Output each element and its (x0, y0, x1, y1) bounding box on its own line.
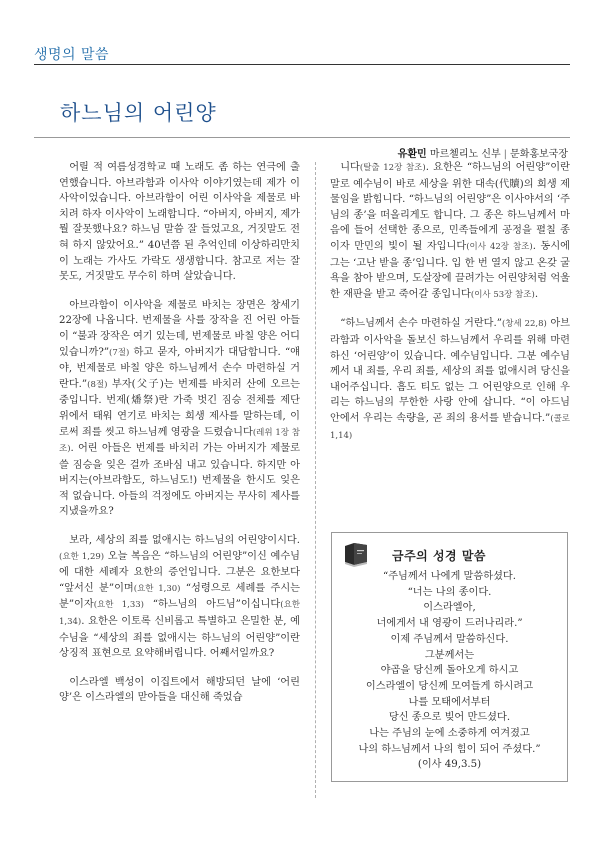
title-divider (34, 137, 570, 138)
paragraph-text: 니다 (340, 162, 360, 173)
scripture-reference: (요한 1,29) (59, 551, 105, 562)
verse-line: 나는 주님의 눈에 소중하게 여겨졌고 (369, 728, 530, 740)
verse-line: 당신 종으로 빚어 만드셨다. (388, 712, 511, 724)
header-divider (34, 64, 570, 65)
article-paragraph (330, 316, 570, 444)
scripture-reference: (7절) (109, 347, 130, 358)
article-paragraph (59, 533, 300, 662)
paragraph-text: “성령으로 세례를 주시는 분”이자 (59, 582, 301, 611)
paragraph-text: 오늘 복음은 “하느님의 어린양”이신 예수님에 대한 세례자 요한의 증언입니다. 그분은 요한보다 “앞서신 분”이며 (59, 550, 301, 594)
verse-line: 이스라엘아, (423, 602, 476, 614)
scripture-reference: (요한 1,34) (59, 600, 300, 628)
paragraph-text: 하고 묻자, 아버지가 대답합니다. “얘야, 번제물로 바칠 양은 하느님께서 손수 마련하실 거란다.” (59, 346, 300, 390)
verse-line: 이스라엘이 당신께 모여들게 하시려고 (365, 680, 534, 692)
article-paragraph (59, 298, 300, 520)
article-left-column (59, 160, 300, 719)
weekly-verse-title: 금주의 성경 말씀 (392, 549, 487, 563)
author-name: 유환민 (397, 149, 427, 160)
byline (398, 145, 568, 160)
author-department: 문화홍보국장 (510, 149, 568, 160)
paragraph-text: . 어린 아들은 번제를 바치러 가는 아버지가 제물로 쓸 짐승을 잊은 걸까 조바심 내고 있습니다. 하지만 아버지는(아브라함도, 하느님도!) 번제물을 한시도 잊은 적 없습니다. 아들의 걱정에도 아버지는 무사히 제사를 지냈을까요? (59, 443, 300, 518)
article-paragraph (59, 675, 300, 706)
article-paragraph (59, 160, 300, 285)
article-title: 하느님의 어린양 (60, 101, 217, 125)
verse-line: 그분께서는 (424, 649, 475, 661)
verse-line: (이사 49,3.5) (417, 759, 482, 771)
scripture-reference: (콜로 1,14) (330, 413, 570, 441)
paragraph-text: . 요한은 “하느님의 어린양”이란 말로 예수님이 바로 세상을 위한 대속(代贖)의 희생 제물임을 밝힙니다. “하느님의 어린양”은 이사야서의 ‘주님의 종’을 떠올리게도 합니다. 그 종은 하느님께서 마음에 들어 선택한 종으로, 민족들에게 공정을 펼칠 종이자 만민의 빛이 될 자입니다 (330, 162, 570, 252)
paragraph-text: 어릴 적 여름성경학교 때 노래도 좀 하는 연극에 출연했습니다. 아브라함과 이사악 이야기였는데 제가 이사악이었습니다. 아브라함이 어린 이사악을 제물로 바치려 하자 이사악이 노래합니다. “아버지, 아버지, 제가 뭘 잘못했나요? 하느님 말씀 잘 들었고요, 거짓말도 전혀 하지 않았어요.” 40년쯤 된 추억인데 이상하리만치 이 노래는 가사도 가락도 생생합니다. 참고로 저는 잘못도, 거짓말도 무수히 하며 살았습니다. (59, 162, 301, 283)
scripture-reference: (요한 1,33) (93, 600, 144, 611)
paragraph-text: 아브라함이 이사악을 제물로 바치는 장면은 창세기 22장에 나옵니다. 번제물을 사를 장작을 진 어린 아들이 “불과 장작은 여기 있는데, 번제물로 바칠 양은 어디 있습니까?” (59, 299, 301, 358)
paragraph-text: . (534, 288, 539, 300)
verse-line: 이제 주님께서 말씀하신다. (390, 633, 509, 645)
scripture-reference: (요한 1,30) (133, 583, 181, 594)
bible-book-icon (342, 541, 370, 567)
paragraph-text: “하느님께서 손수 마련하실 거란다.” (340, 318, 502, 330)
scripture-reference: (이사 53장 참조) (470, 289, 535, 300)
author-role: 마르첼리노 신부 (429, 149, 501, 160)
scripture-reference: (8절) (87, 379, 108, 390)
paragraph-text: 부자(父子)는 번제를 바치러 산에 오르는 중입니다. 번제(燔祭)란 가죽 벗긴 짐승 전체를 제단 위에서 태워 연기로 바치는 희생 제사를 말하는데, 이로써 죄를 씻고 하느님께 영광을 드렸습니다 (59, 378, 300, 438)
article-paragraph (330, 160, 570, 303)
verse-line: “주님께서 나에게 말씀하셨다. (382, 571, 516, 582)
verse-line: 야곱을 당신께 돌아오게 하시고 (380, 665, 519, 677)
verse-line: “너는 나의 종이다. (407, 586, 492, 598)
paragraph-text: 보라, 세상의 죄를 없애시는 하느님의 어린양이시다. (69, 535, 300, 547)
section-label: 생명의 말씀 (34, 47, 110, 63)
verse-line: 나를 모태에서부터 (408, 696, 491, 708)
weekly-verse-box (331, 532, 568, 782)
paragraph-text: “하느님의 아드님”이십니다 (143, 599, 281, 611)
scripture-reference: (창세 22,8) (501, 319, 547, 330)
verse-line: 너에게서 내 영광이 드러나리라.” (376, 618, 523, 630)
scripture-reference: (탈출 12장 참조) (359, 163, 426, 173)
article-right-column (330, 160, 570, 457)
verse-line: 나의 하느님께서 나의 힘이 되어 주셨다.” (358, 743, 541, 755)
paragraph-text: . 동시에 그는 ‘고난 받을 종’입니다. 입 한 번 열지 않고 온갖 굴욕을 참아 받으며, 도살장에 끌려가는 어린양처럼 억울한 재판을 받고 죽어갈 종입니다 (330, 240, 571, 300)
column-divider (315, 162, 316, 798)
paragraph-text: . 요한은 이토록 신비롭고 특별하고 은밀한 분, 예수님을 “세상의 죄를 없애시는 하느님의 어린양”이란 상징적 표현으로 요약해버립니다. 어째서일까요? (59, 616, 300, 660)
byline-separator: | (503, 149, 508, 160)
scripture-reference: (레위 1장 참조) (59, 427, 300, 455)
paragraph-text: 이스라엘 백성이 이집트에서 해방되던 날에 ‘어린양’은 이스라엘의 맏아들을 대신해 죽었습 (59, 676, 300, 704)
paragraph-text: 아브라함과 이사악을 돌보신 하느님께서 우리를 위해 마련하신 ‘어린양’이 있습니다. 예수님입니다. 그분 예수님께서 내 죄를, 우리 죄를, 세상의 죄를 없애시려 당신을 내어주십니다. 흠도 티도 없는 그 어린양으로 인해 우리는 하느님의 무한한 사랑 안에 삽니다. “이 아드님 안에서 우리는 속량을, 곧 죄의 용서를 받습니다.” (330, 318, 571, 424)
scripture-reference: (이사 42장 참조) (466, 241, 533, 252)
weekly-verse-text (332, 569, 567, 773)
